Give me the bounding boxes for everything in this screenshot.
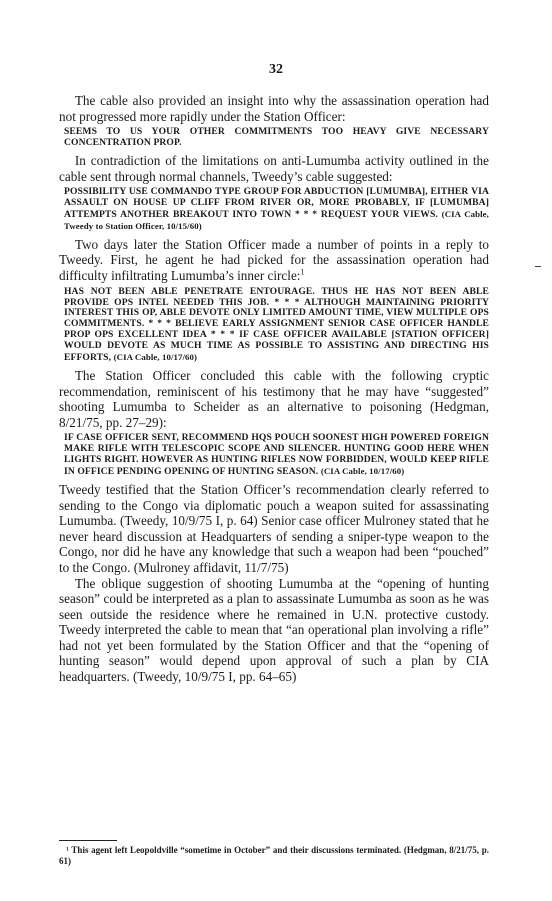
cable-quote-2-citation: (CIA Cable, Tweedy to Station Officer, 10/15/60)	[64, 209, 489, 231]
cable-quote-2-text: POSSIBILITY USE COMMANDO TYPE GROUP FOR ABDUCTION [LUMUMBA], EITHER VIA ASSAULT ON HOUSE UP CLIFF FROM RIVER OR, MORE PROBABLY, IF [LUMUMBA] ATTEMPTS ANOTHER BREAKOUT INTO TOWN * * * REQUEST YOUR VIEWS.	[64, 186, 489, 220]
cable-quote-1: SEEMS TO US YOUR OTHER COMMITMENTS TOO HEAVY GIVE NECESSARY CONCENTRATION PROP.	[64, 126, 489, 149]
cable-quote-3	[59, 287, 489, 364]
paragraph-4: The Station Officer concluded this cable with the following cryptic recommendation, reminiscent of his testimony that he may have “suggested” shooting Lumumba to Scheider as an alternative to poisoning (Hedgman, 8/21/75, pp. 27–29):	[59, 367, 489, 430]
page-number: 32	[269, 62, 283, 77]
cable-quote-2	[59, 187, 489, 233]
cable-quote-3-text: HAS NOT BEEN ABLE PENETRATE ENTOURAGE. THUS HE HAS NOT BEEN ABLE PROVIDE OPS INTEL NEEDED THIS JOB. * * * ALTHOUGH MAINTAINING PRIORITY INTEREST THIS OP, ABLE DEVOTE ONLY LIMITED AMOUNT TIME, VIEW MULTIPLE OPS COMMITMENTS. * * * BELIEVE EARLY ASSIGNMENT SENIOR CASE OFFICER HANDLE PROP OPS EXCELLENT IDEA * * * IF CASE OFFICER AVAILABLE [STATION OFFICER] WOULD DEVOTE AS MUCH TIME AS POSSIBLE TO ASSISTING AND DIRECTING HIS EFFORTS,	[64, 285, 489, 364]
paragraph-3	[59, 237, 489, 284]
footnote: ¹ This agent left Leopoldville “sometime in October” and their discussions terminated. (Hedgman, 8/21/75, p. 61)	[59, 845, 489, 866]
paragraph-1: The cable also provided an insight into why the assassination operation had not progressed more rapidly under the Station Officer:	[59, 93, 489, 124]
paragraph-3-text: Two days later the Station Officer made a number of points in a reply to Tweedy. First, he agent he had picked for the assassination operation had difficulty infiltrating Lumumba’s inner circle:	[59, 236, 489, 283]
footnote-reference[interactable]: 1	[300, 267, 305, 277]
page-body	[59, 93, 489, 685]
paragraph-5: Tweedy testified that the Station Officer’s recommendation clearly referred to sending to the Congo via diplomatic pouch a weapon suited for assassinating Lumumba. (Tweedy, 10/9/75 I, p. 64) Senior case officer Mulroney stated that he never heard discussion at Headquarters of sending a sniper-type weapon to the Congo, nor did he have any knowledge that such a weapon had been “pouched” to the Congo. (Mulroney affidavit, 11/7/75)	[59, 481, 489, 575]
footnote-divider	[59, 840, 117, 841]
cable-quote-4-text: IF CASE OFFICER SENT, RECOMMEND HQS POUCH SOONEST HIGH POWERED FOREIGN MAKE RIFLE WITH TELESCOPIC SCOPE AND SILENCER. HUNTING GOOD HERE WHEN LIGHTS RIGHT. HOWEVER AS HUNTING RIFLES NOW FORBIDDEN, WOULD KEEP RIFLE IN OFFICE PENDING OPENING OF HUNTING SEASON.	[64, 432, 489, 478]
cable-quote-4	[59, 433, 489, 478]
cable-quote-4-citation: (CIA Cable, 10/17/60)	[320, 466, 405, 477]
cable-quote-3-citation: (CIA Cable, 10/17/60)	[113, 352, 198, 363]
paragraph-2: In contradiction of the limitations on anti-Lumumba activity outlined in the cable sent through normal channels, Tweedy’s cable suggested:	[59, 153, 489, 184]
margin-mark	[535, 266, 541, 267]
paragraph-6: The oblique suggestion of shooting Lumumba at the “opening of hunting season” could be interpreted as a plan to assassinate Lumumba as soon as he was seen outside the residence where he remained in U.N. protective custody. Tweedy interpreted the cable to mean that “an operational plan involving a rifle” had not yet been formulated by the Station Officer and that the “opening of hunting season” would depend upon approval of such a plan by CIA headquarters. (Tweedy, 10/9/75 I, pp. 64–65)	[59, 575, 489, 685]
